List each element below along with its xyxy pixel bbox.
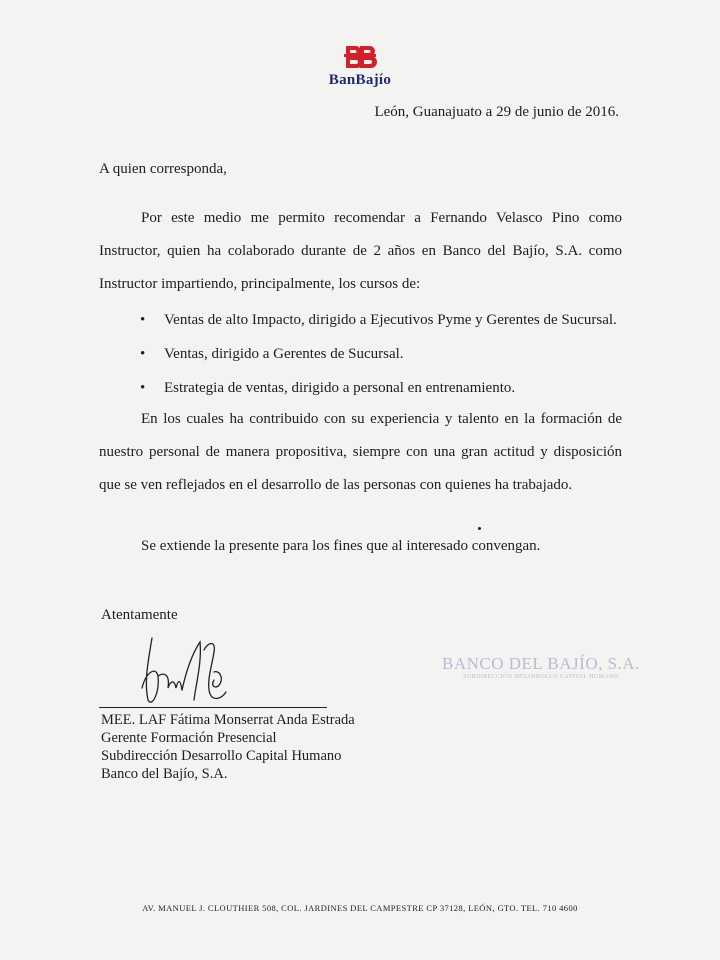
list-item: • Ventas de alto Impacto, dirigido a Ejecutivos Pyme y Gerentes de Sucursal. [140, 303, 617, 337]
salutation: A quien corresponda, [99, 161, 227, 177]
closing-line: Se extiende la presente para los fines que al interesado convengan. [141, 538, 541, 554]
paragraph-recommendation [99, 202, 622, 301]
sign-off: Atentamente [101, 607, 178, 623]
ink-dot [478, 527, 481, 530]
stamp-subtitle: SUBDIRECCIÓN DESARROLLO CAPITAL HUMANO [463, 674, 619, 680]
company-stamp [442, 654, 640, 680]
signatory-block [101, 711, 355, 783]
date-line: León, Guanajuato a 29 de junio de 2016. [374, 104, 619, 120]
paragraph-contribution [99, 403, 622, 502]
brand-name: BanBajío [328, 72, 392, 88]
signatory-department: Subdirección Desarrollo Capital Humano [101, 748, 342, 764]
paragraph-1-text: Por este medio me permito recomendar a Fernando Velasco Pino como Instructor, quien ha colaborado durante de 2 años en Banco del Bajío, S.A. como Instructor impartiendo, principalmente, los cursos de: [99, 210, 622, 292]
letterhead [322, 42, 398, 89]
footer-address: AV. MANUEL J. CLOUTHIER 508, COL. JARDINES DEL CAMPESTRE CP 37128, LEÓN, GTO. TEL. 710 4600 [142, 903, 578, 913]
stamp-title: BANCO DEL BAJÍO, S.A. [442, 654, 640, 673]
handwritten-signature [130, 632, 240, 712]
signatory-company: Banco del Bajío, S.A. [101, 766, 228, 782]
signatory-position: Gerente Formación Presencial [101, 730, 277, 746]
banbajio-bb-logo-icon [343, 42, 377, 70]
signature-line [99, 707, 327, 708]
list-item: • Ventas, dirigido a Gerentes de Sucursal. [140, 337, 617, 371]
paragraph-2-text: En los cuales ha contribuido con su experiencia y talento en la formación de nuestro personal de manera propositiva, siempre con una gran actitud y disposición que se ven reflejados en el desarrollo de las personas con quienes ha trabajado. [99, 411, 622, 493]
course-list [140, 303, 617, 405]
signatory-name: MEE. LAF Fátima Monserrat Anda Estrada [101, 712, 355, 728]
list-item: • Estrategia de ventas, dirigido a personal en entrenamiento. [140, 371, 617, 405]
